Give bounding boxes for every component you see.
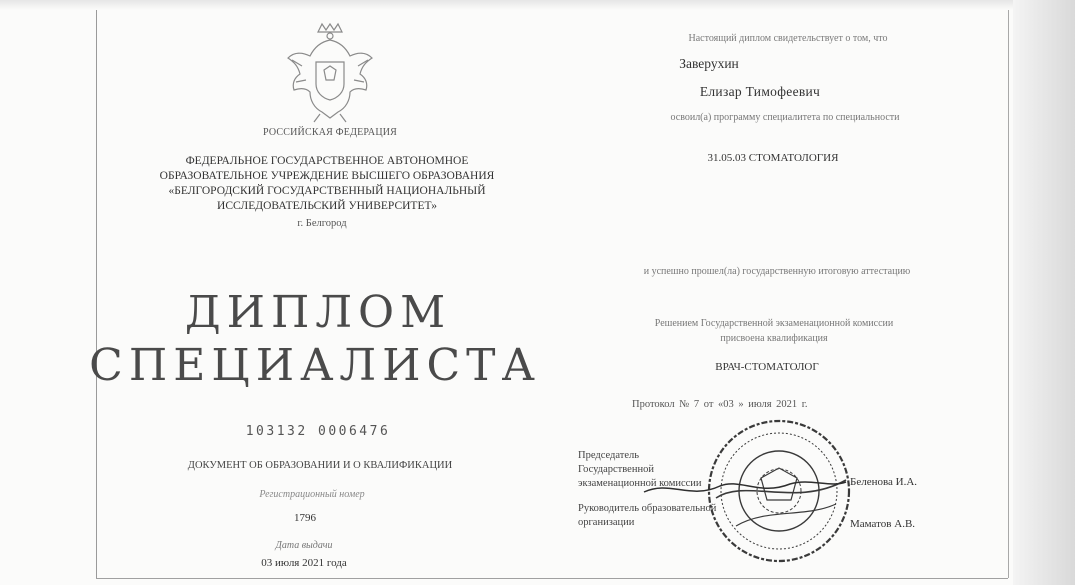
university-name <box>160 154 495 214</box>
university-line: ФЕДЕРАЛЬНОЕ ГОСУДАРСТВЕННОЕ АВТОНОМНОЕ <box>185 155 469 167</box>
registration-number: 1796 <box>294 512 316 524</box>
university-line: ИССЛЕДОВАТЕЛЬСКИЙ УНИВЕРСИТЕТ» <box>217 200 437 212</box>
head-name: Маматов А.В. <box>850 518 916 530</box>
coat-of-arms-icon <box>280 18 380 126</box>
decision-line: Решением Государственной экзаменационной комиссии <box>654 318 894 329</box>
chairman-signature <box>640 470 850 510</box>
scan-shadow-right <box>1013 0 1075 585</box>
document-type: ДОКУМЕНТ ОБ ОБРАЗОВАНИИ И О КВАЛИФИКАЦИИ <box>187 460 453 471</box>
head-title-line: организации <box>578 517 635 528</box>
certifies-intro: Настоящий диплом свидетельствует о том, что <box>688 33 888 44</box>
serial-number: 103132 0006476 <box>245 424 391 439</box>
scan-shadow-top <box>0 0 1075 10</box>
diploma-subtitle: СПЕЦИАЛИСТА <box>89 340 541 391</box>
federation-label: РОССИЙСКАЯ ФЕДЕРАЦИЯ <box>262 127 398 138</box>
page-edge-bottom <box>96 578 1008 579</box>
graduate-surname: Заверухин <box>679 56 739 71</box>
issue-date: 03 июля 2021 года <box>261 557 347 569</box>
chairman-title-line: экзаменационной комиссии <box>578 478 702 489</box>
head-title-line: Руководитель образовательной <box>578 503 717 514</box>
protocol-line: Протокол № 7 от «03 » июля 2021 г. <box>632 399 808 410</box>
city-label: г. Белгород <box>297 218 347 229</box>
page-edge-left <box>96 10 97 578</box>
commission-decision <box>655 316 893 346</box>
university-line: ОБРАЗОВАТЕЛЬНОЕ УЧРЕЖДЕНИЕ ВЫСШЕГО ОБРАЗОВАНИЯ <box>159 170 495 182</box>
registration-number-label: Регистрационный номер <box>259 489 365 500</box>
diploma-title: ДИПЛОМ <box>184 287 452 338</box>
university-line: «БЕЛГОРОДСКИЙ ГОСУДАРСТВЕННЫЙ НАЦИОНАЛЬНЫЙ <box>168 185 486 197</box>
specialty: 31.05.03 СТОМАТОЛОГИЯ <box>707 152 839 164</box>
attestation-statement: и успешно прошел(ла) государственную итоговую аттестацию <box>643 266 911 277</box>
page-edge-right <box>1008 10 1009 578</box>
graduate-given-names: Елизар Тимофеевич <box>699 84 821 99</box>
program-statement: освоил(а) программу специалитета по специальности <box>670 112 900 123</box>
chairman-name: Беленова И.А. <box>850 476 918 488</box>
qualification: ВРАЧ-СТОМАТОЛОГ <box>715 361 819 373</box>
chairman-title-line: Председатель <box>578 450 640 461</box>
issue-date-label: Дата выдачи <box>275 540 333 551</box>
decision-line: присвоена квалификация <box>720 333 828 344</box>
chairman-title-line: Государственной <box>578 464 654 475</box>
